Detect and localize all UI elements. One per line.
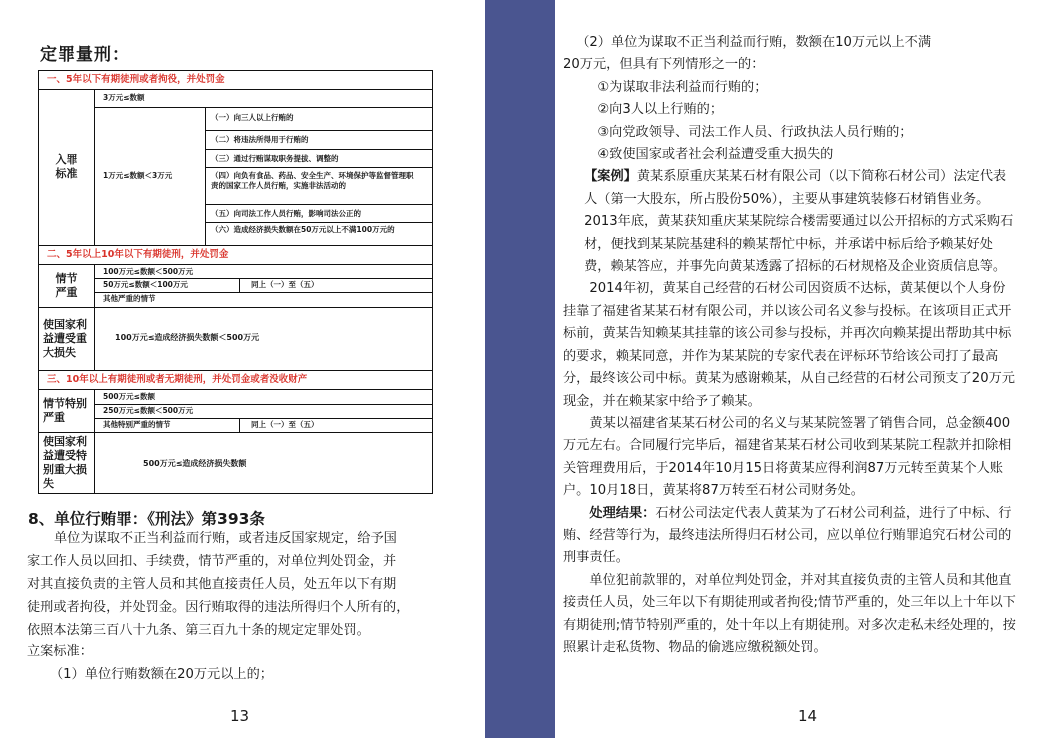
right-page [555,0,1040,738]
right-item-1: ①为谋取非法利益而行贿的； [597,79,768,95]
page-number-right: 14 [798,707,818,725]
table-cell-s1-item-3: （三）通过行贿谋取职务提拔、调整的 [211,154,339,163]
right-paragraph-3: 黄某以福建省某某石材公司的名义与某某院签署了销售合同，总金额400万元左右。合同履行完毕后，福建省某某石材公司收到某某院工程款并扣除相关管理费用后，于2014年10月15日将黄某应得利润87万元转至黄某个人账户。10月18日，黄某将87万转至石材公司财务处。 [563,415,1012,499]
right-item-3: ③向党政领导、司法工作人员、行政执法人员行贿的； [597,124,913,140]
table-label-especially-major-loss: 使国家利 益遭受特 别重大损 失 [43,435,87,490]
table-cell-s2-loss: 100万元≤造成经济损失数额＜500万元 [115,333,260,342]
table-label-entry-standard: 入罪 标准 [55,153,78,180]
book-spine [485,0,555,738]
table-cell-s2-row1: 100万元≤数额＜500万元 [103,267,194,276]
table-cell-s2-row3: 其他严重的情节 [103,294,156,303]
table-cell-s1-item-4: （四）向负有食品、药品、安全生产、环境保护等监督管理职责的国家工作人员行贿，实施非法活动的 [211,171,414,190]
table-cell-s2-row2: 50万元≤数额＜100万元 [103,280,188,289]
table-cell-s3-loss: 500万元≤造成经济损失数额 [143,459,247,468]
table-cell-s1-item-5: （五）向司法工作人员行贿，影响司法公正的 [211,209,361,218]
conviction-sentencing-heading: 定罪量刑： [40,45,130,65]
table-label-especially-serious: 情节特别 严重 [43,397,87,424]
table-cell-s2-row2-same: 同上（一）至（五） [251,280,319,289]
left-text-line-6: 立案标准： [27,644,93,659]
result-text: 石材公司法定代表人黄某为了石材公司利益，进行了中标、行贿、经营等行为，最终违法所得归石材公司，应以单位行贿罪追究石材公司的刑事责任。 [563,505,1012,566]
right-paragraph-5: 单位犯前款罪的，对单位判处罚金，并对其直接负责的主管人员和其他直接责任人员，处三年以下有期徒刑或者拘役;情节严重的，处三年以上十年以下有期徒刑;情节特别严重的，处十年以上有期徒刑。对多次走私未经处理的，按照累计走私货物、物品的偷逃应缴税额处罚。 [563,572,1016,655]
table-label-serious: 情节 严重 [55,272,78,299]
table-section-2-title: 二、5年以上10年以下有期徒刑，并处罚金 [39,246,432,265]
sentencing-table [38,70,433,494]
table-cell-s1-item-1: （一）向三人以上行贿的 [211,113,294,122]
table-cell-s3-row3: 其他特别严重的情节 [103,420,171,429]
left-page [0,0,485,738]
left-text-line-7: （1）单位行贿数额在20万元以上的； [50,667,273,682]
result-label: 处理结果： [589,505,656,521]
table-section-3-title: 三、10年以上有期徒刑或者无期徒刑，并处罚金或者没收财产 [39,371,432,390]
right-case-paragraph [563,166,1018,278]
table-cell-s3-row3-same: 同上（一）至（五） [251,420,319,429]
section-8-title: 8、单位行贿罪：《刑法》第393条 [28,510,265,528]
right-item-4: ④致使国家或者社会利益遭受重大损失的 [597,147,834,163]
table-label-major-loss: 使国家利 益遭受重 大损失 [43,318,87,359]
left-text-line-5: 依照本法第三百八十九条、第三百九十条的规定定罪处罚。 [27,623,370,638]
table-cell-s3-row2: 250万元≤数额＜500万元 [103,406,194,415]
left-text-line-2: 家工作人员以回扣、手续费，情节严重的，对单位判处罚金，并 [27,554,397,569]
table-section-1-title: 一、5年以下有期徒刑或者拘役，并处罚金 [39,71,432,90]
left-text-line-4: 徒刑或者拘役，并处罚金。因行贿取得的违法所得归个人所有的， [27,600,410,615]
case-text: 黄某系原重庆某某石材有限公司（以下简称石材公司）法定代表人（第一大股东，所占股份50%），主要从事建筑装修石材销售业务。2013年底，黄某获知重庆某某院综合楼需要通过以公开招标的方式采购石材，便找到某某院基建科的赖某帮忙中标，并承诺中标后给予赖某好处费，赖某答应，并事先向黄某透露了招标的石材规格及企业资质信息等。 [584,169,1014,275]
table-cell-s1-item-6: （六）造成经济损失数额在50万元以上不满100万元的 [211,225,395,234]
right-para-1-line-1: （2）单位为谋取不正当利益而行贿，数额在10万元以上不满 [576,35,932,50]
table-cell-s3-row1: 500万元≤数额 [103,392,155,401]
right-item-2: ②向3人以上行贿的； [597,102,724,118]
left-text-line-3: 对其直接负责的主管人员和其他直接责任人员，处五年以下有期 [27,577,397,592]
table-cell-s1-item-2: （二）将违法所得用于行贿的 [211,135,309,144]
table-cell-s1-range: 1万元≤数额＜3万元 [103,171,173,180]
case-label: 【案例】 [584,169,637,185]
right-para-1-line-2: 20万元，但具有下列情形之一的： [563,57,765,73]
right-paragraph-2: 2014年初，黄某自己经营的石材公司因资质不达标，黄某便以个人身份挂靠了福建省某某石材有限公司，并以该公司名义参与投标。在该项目正式开标前，黄某告知赖某其挂靠的该公司参与投标，并再次向赖某提出帮助其中标的要求，赖某同意，并作为某某院的专家代表在评标环节给该公司打了最高分，最终该公司中标。黄某为感谢赖某，从自己经营的石材公司预支了20万元现金，并在赖某家中给予了赖某。 [563,281,1015,409]
right-text-block [563,32,1018,659]
left-text-line-1: 单位为谋取不正当利益而行贿，或者违反国家规定，给予国 [54,531,397,546]
table-cell-s1-top: 3万元≤数额 [103,93,145,102]
right-result-paragraph [563,503,1018,570]
page-number-left: 13 [230,707,250,725]
